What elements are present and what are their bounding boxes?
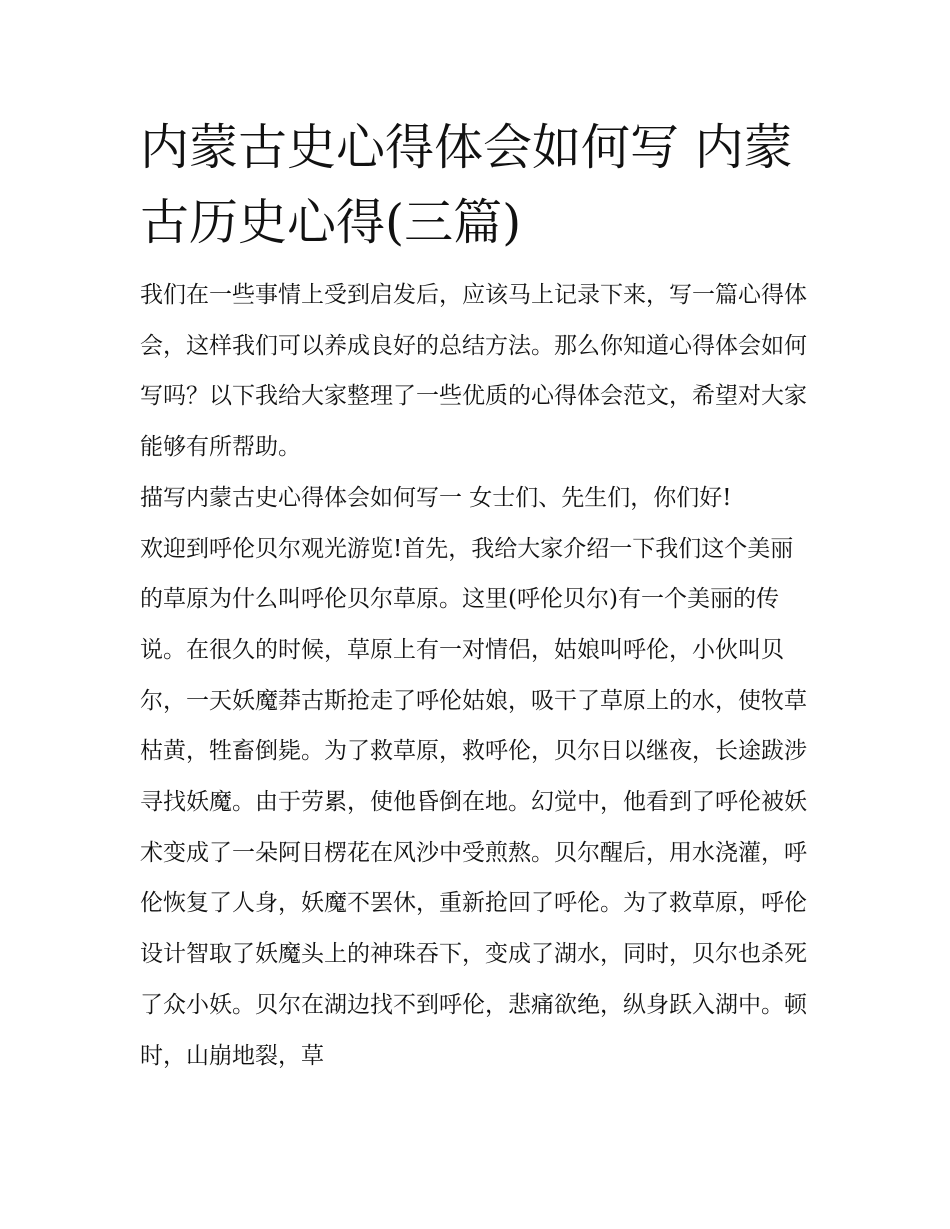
intro-paragraph: 我们在一些事情上受到启发后，应该马上记录下来，写一篇心得体会，这样我们可以养成良好的总结方法。那么你知道心得体会如何写吗？以下我给大家整理了一些优质的心得体会范文，希望对大家能够有所帮助。	[140, 282, 807, 461]
section-heading-paragraph: 描写内蒙古史心得体会如何写一 女士们、先生们，你们好!	[140, 484, 732, 511]
body-paragraph: 欢迎到呼伦贝尔观光游览!首先，我给大家介绍一下我们这个美丽的草原为什么叫呼伦贝尔草原。这里(呼伦贝尔)有一个美丽的传说。在很久的时候，草原上有一对情侣，姑娘叫呼伦，小伙叫贝尔，一天妖魔莽古斯抢走了呼伦姑娘，吸干了草原上的水，使牧草枯黄，牲畜倒毙。为了救草原，救呼伦，贝尔日以继夜，长途跋涉寻找妖魔。由于劳累，使他昏倒在地。幻觉中，他看到了呼伦被妖术变成了一朵阿日楞花在风沙中受煎熬。贝尔醒后，用水浇灌，呼伦恢复了人身，妖魔不罢休，重新抢回了呼伦。为了救草原，呼伦设计智取了妖魔头上的神珠吞下，变成了湖水，同时，贝尔也杀死了众小妖。贝尔在湖边找不到呼伦，悲痛欲绝，纵身跃入湖中。顿时，山崩地裂，草	[140, 535, 807, 1069]
document-title: 内蒙古史心得体会如何写 内蒙古历史心得(三篇)	[140, 119, 793, 251]
document-page	[140, 110, 812, 1081]
